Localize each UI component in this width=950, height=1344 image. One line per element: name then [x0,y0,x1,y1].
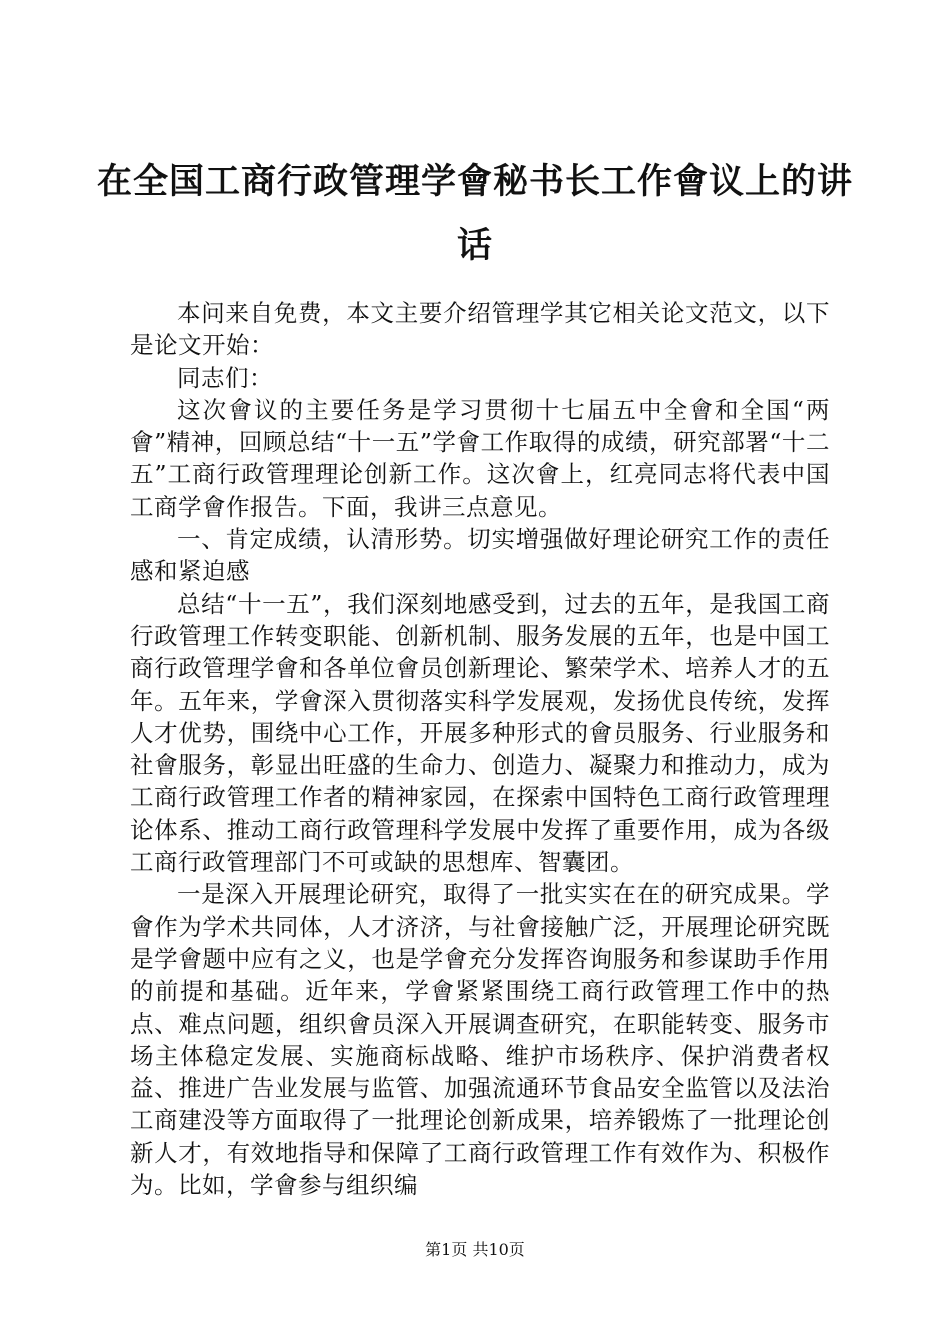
body-paragraph: 这次會议的主要任务是学习贯彻十七届五中全會和全国“两會”精神，回顾总结“十一五”学會工作取得的成绩，研究部署“十二五”工商行政管理理论创新工作。这次會上，红亮同志将代表中国工商学會作报告。下面，我讲三点意见。 [130,395,830,521]
section-heading-paragraph: 一、肯定成绩，认清形势。切实增强做好理论研究工作的责任感和紧迫感 [130,525,830,586]
intro-paragraph: 本问来自免费，本文主要介绍管理学其它相关论文范文，以下是论文开始： [130,299,830,360]
document-body [130,297,830,1201]
page-number-footer: 第1页 共10页 [425,1240,525,1259]
body-paragraph: 一是深入开展理论研究，取得了一批实实在在的研究成果。学會作为学术共同体，人才济济，与社會接触广泛，开展理论研究既是学會题中应有之义，也是学會充分发挥咨询服务和参谋助手作用的前提和基础。近年来，学會紧紧围绕工商行政管理工作中的热点、难点问题，组织會员深入开展调查研究，在职能转变、服务市场主体稳定发展、实施商标战略、维护市场秩序、保护消费者权益、推进广告业发展与监管、加强流通环节食品安全监管以及法治工商建没等方面取得了一批理论创新成果，培养锻炼了一批理论创新人才，有效地指导和保障了工商行政管理工作有效作为、积极作为。比如，学會参与组织编 [130,880,830,1200]
body-paragraph: 总结“十一五”，我们深刻地感受到，过去的五年，是我国工商行政管理工作转变职能、创新机制、服务发展的五年，也是中国工商行政管理学會和各单位會员创新理论、繁荣学术、培养人才的五年。五年来，学會深入贯彻落实科学发展观，发扬优良传统，发挥人才优势，围绕中心工作，开展多种形式的會员服务、行业服务和社會服务，彰显出旺盛的生命力、创造力、凝聚力和推动力，成为工商行政管理工作者的精神家园，在探索中国特色工商行政管理理论体系、推动工商行政管理科学发展中发挥了重要作用，成为各级工商行政管理部门不可或缺的思想库、智囊团。 [130,589,830,877]
document-title: 在全国工商行政管理学會秘书长工作會议上的讲话 [96,162,853,266]
salutation-paragraph: 同志们： [177,363,273,392]
